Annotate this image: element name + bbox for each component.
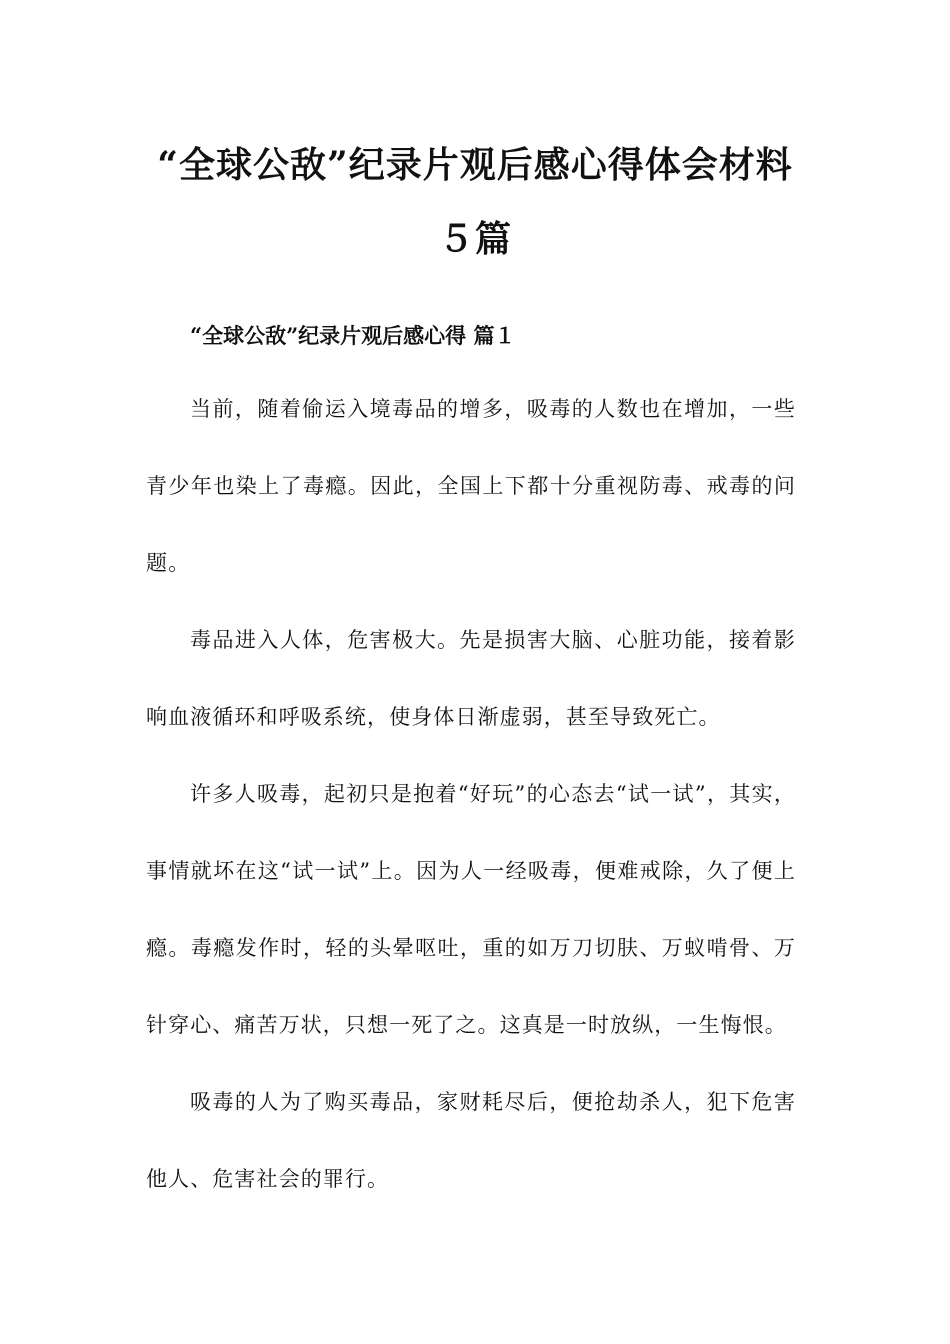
paragraph-3: 许多人吸毒，起初只是抱着“好玩”的心态去“试一试”，其实，事情就坏在这“试一试”上。因为人一经吸毒，便难戒除，久了便上瘾。毒瘾发作时，轻的头晕呕吐，重的如万刀切肤、万蚁啃骨、万针穿心、痛苦万状，只想一死了之。这真是一时放纵，一生悔恨。	[146, 782, 796, 1037]
paragraph-2: 毒品进入人体，危害极大。先是损害大脑、心脏功能，接着影响血液循环和呼吸系统，使身体日渐虚弱，甚至导致死亡。	[146, 628, 796, 729]
paragraph-1: 当前，随着偷运入境毒品的增多，吸毒的人数也在增加，一些青少年也染上了毒瘾。因此，全国上下都十分重视防毒、戒毒的问题。	[146, 397, 796, 575]
paragraph-4: 吸毒的人为了购买毒品，家财耗尽后，便抢劫杀人，犯下危害他人、危害社会的罪行。	[146, 1090, 796, 1191]
document-body	[146, 371, 796, 1218]
section-heading: “全球公敌”纪录片观后感心得 篇１	[190, 323, 516, 348]
document-title: “全球公敌”纪录片观后感心得体会材料５篇	[157, 144, 793, 260]
